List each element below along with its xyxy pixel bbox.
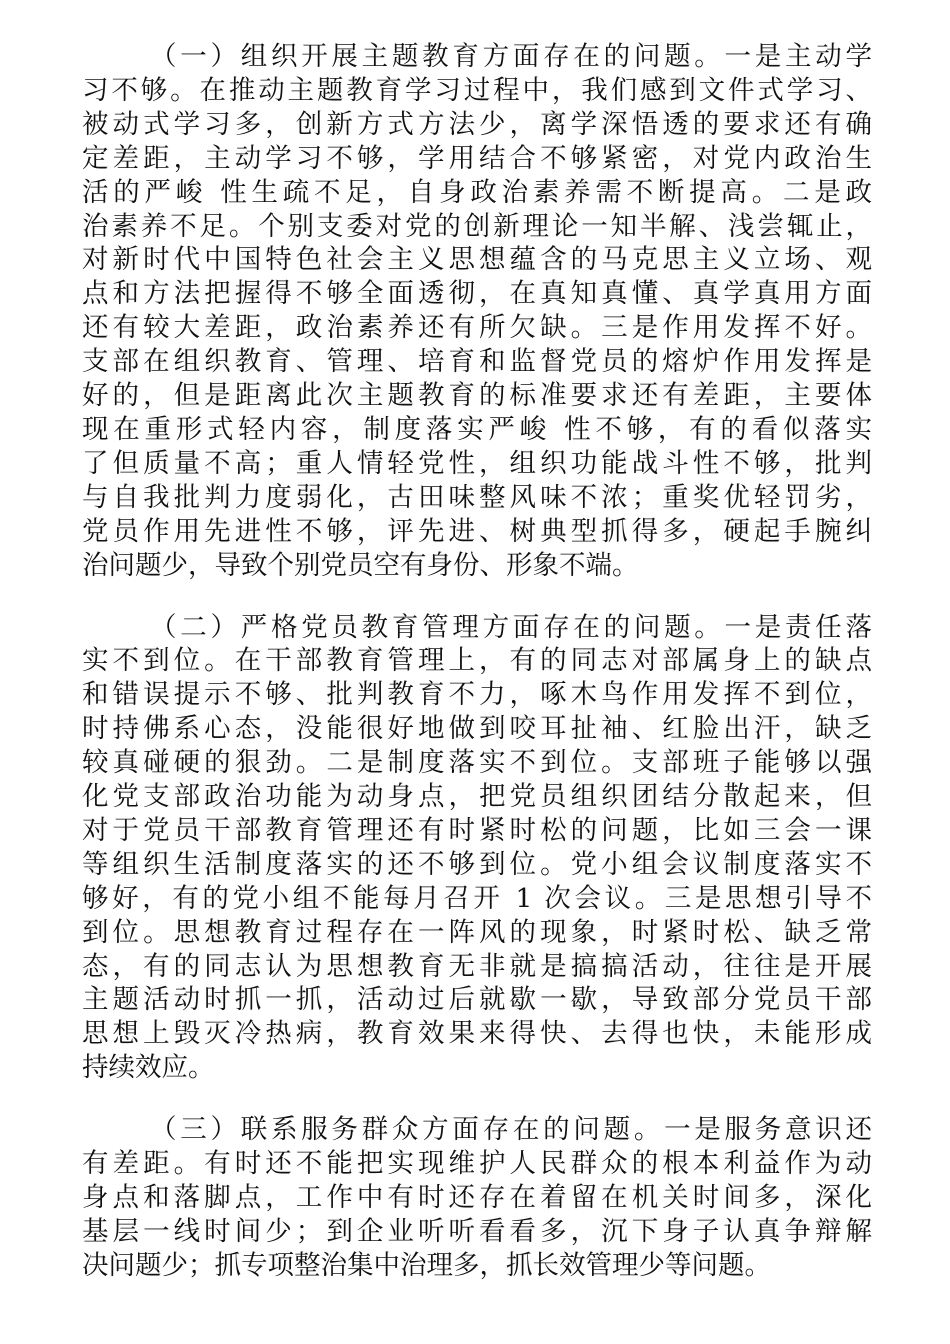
text-line: （二）严格党员教育管理方面存在的问题。一是责任落	[150, 611, 872, 643]
text-line: 治素养不足。个别支委对党的创新理论一知半解、浅尝辄止，	[82, 210, 872, 242]
text-line: 主题活动时抓一抓，活动过后就歇一歇，导致部分党员干部	[82, 984, 872, 1016]
text-line: 治问题少，导致个别党员空有身份、形象不端。	[82, 549, 639, 581]
text-line: 支部在组织教育、管理、培育和监督党员的熔炉作用发挥是	[82, 346, 872, 378]
text-line: （一）组织开展主题教育方面存在的问题。一是主动学	[150, 41, 872, 72]
paragraph-1	[82, 40, 872, 583]
text-line: （三）联系服务群众方面存在的问题。一是服务意识还	[150, 1114, 872, 1146]
text-line: 对新时代中国特色社会主义思想蕴含的马克思主义立场、观	[82, 244, 872, 276]
text-line: 持续效应。	[82, 1052, 215, 1084]
text-line: 和错误提示不够、批判教育不力，啄木鸟作用发挥不到位，	[82, 679, 872, 711]
document-page	[82, 40, 872, 1311]
text-line: 点和方法把握得不够全面透彻，在真知真懂、真学真用方面	[82, 278, 872, 310]
text-line: 活的严峻 性生疏不足，自身政治素养需不断提高。二是政	[82, 176, 872, 208]
text-line: 对于党员干部教育管理还有时紧时松的问题，比如三会一课	[82, 814, 872, 846]
text-line: 基层一线时间少；到企业听听看看多，沉下身子认真争辩解	[82, 1215, 872, 1247]
text-line: 决问题少；抓专项整治集中治理多，抓长效管理少等问题。	[82, 1249, 771, 1281]
text-line: 定差距，主动学习不够，学用结合不够紧密，对党内政治生	[82, 142, 872, 174]
text-line: 够好，有的党小组不能每月召开 1 次会议。三是思想引导不	[82, 882, 872, 914]
text-line: 身点和落脚点，工作中有时还存在着留在机关时间多，深化	[82, 1182, 872, 1213]
text-line: 还有较大差距，政治素养还有所欠缺。三是作用发挥不好。	[82, 312, 872, 344]
text-line: 了但质量不高；重人情轻党性，组织功能战斗性不够，批判	[82, 447, 872, 479]
text-line: 现在重形式轻内容，制度落实严峻 性不够，有的看似落实	[82, 413, 872, 445]
text-line: 等组织生活制度落实的还不够到位。党小组会议制度落实不	[82, 848, 872, 880]
text-line: 思想上毁灭冷热病，教育效果来得快、去得也快，未能形成	[82, 1018, 872, 1050]
text-line: 有差距。有时还不能把实现维护人民群众的根本利益作为动	[82, 1148, 872, 1180]
paragraph-2	[82, 611, 872, 1086]
paragraph-3	[82, 1113, 872, 1283]
text-line: 较真碰硬的狠劲。二是制度落实不到位。支部班子能够以强	[82, 747, 872, 779]
text-line: 化党支部政治功能为动身点，把党员组织团结分散起来，但	[82, 781, 872, 813]
text-line: 好的，但是距离此次主题教育的标准要求还有差距，主要体	[82, 380, 872, 412]
text-line: 态，有的同志认为思想教育无非就是搞搞活动，往往是开展	[82, 950, 872, 982]
text-line: 与自我批判力度弱化，古田味整风味不浓；重奖优轻罚劣，	[82, 481, 872, 513]
text-line: 习不够。在推动主题教育学习过程中，我们感到文件式学习、	[82, 74, 872, 106]
text-line: 党员作用先进性不够，评先进、树典型抓得多，硬起手腕纠	[82, 515, 872, 547]
text-line: 实不到位。在干部教育管理上，有的同志对部属身上的缺点	[82, 645, 872, 677]
text-line: 时持佛系心态，没能很好地做到咬耳扯袖、红脸出汗，缺乏	[82, 713, 872, 745]
text-line: 被动式学习多，创新方式方法少，离学深悟透的要求还有确	[82, 108, 872, 140]
text-line: 到位。思想教育过程存在一阵风的现象，时紧时松、缺乏常	[82, 916, 872, 948]
